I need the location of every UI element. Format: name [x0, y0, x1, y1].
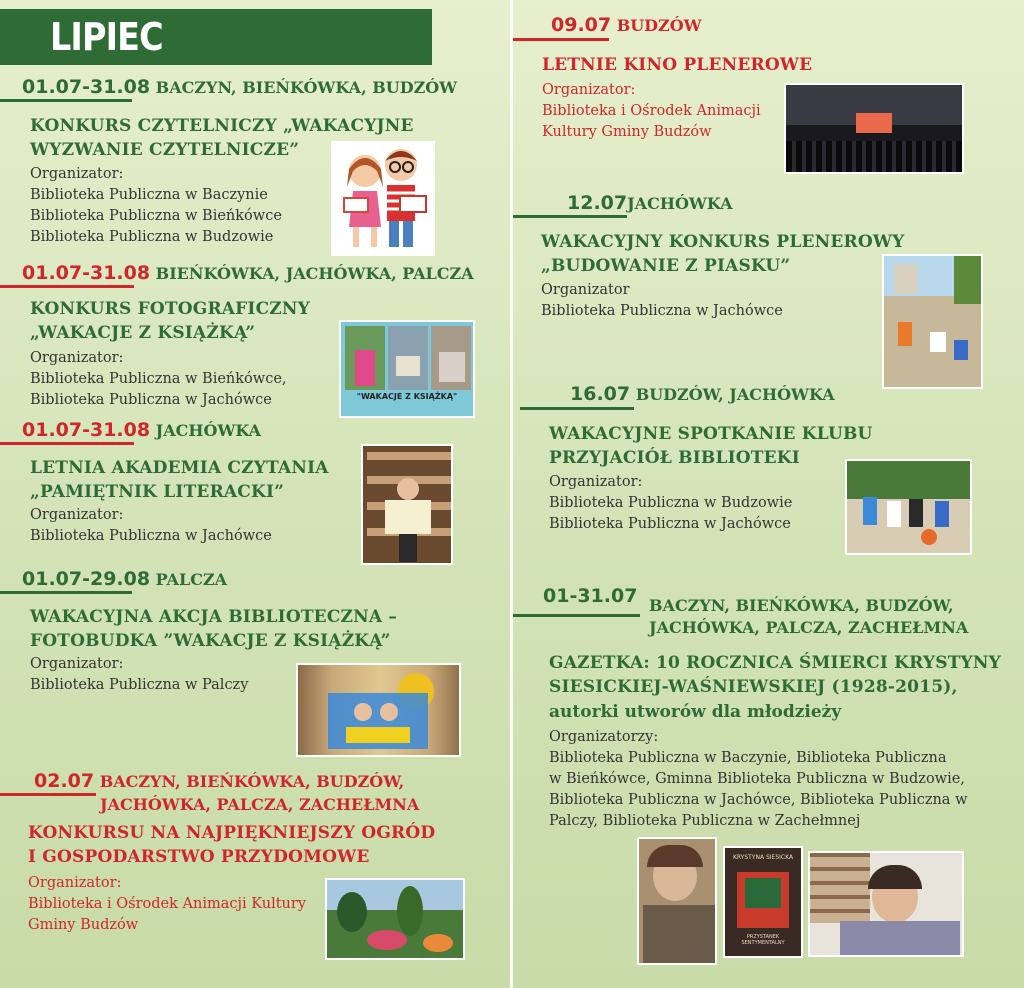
date-underline	[0, 442, 134, 445]
event-title: WAKACYJNE SPOTKANIE KLUBU PRZYJACIÓŁ BIBLIOTEKI	[549, 424, 873, 468]
date-underline	[0, 285, 134, 288]
event-places: JACHÓWKA	[627, 194, 733, 213]
event-date: 09.07	[551, 14, 612, 36]
date-underline	[513, 614, 640, 617]
event-organizer: Organizator: Biblioteka Publiczna w Jachówce	[30, 507, 272, 544]
event-title: GAZETKA: 10 ROCZNICA ŚMIERCI KRYSTYNY SIESICKIEJ-WAŚNIEWSKIEJ (1928-2015),	[549, 653, 1001, 697]
book-title: PRZYSTANEK SENTYMENTALNY	[741, 934, 785, 946]
event-date: 12.07	[567, 192, 628, 214]
event-title: KONKURSU NA NAJPIĘKNIEJSZY OGRÓD I GOSPODARSTWO PRZYDOMOWE	[28, 823, 436, 867]
month-title: LIPIEC	[50, 15, 163, 59]
event-subtitle: autorki utworów dla młodzieży	[549, 702, 842, 722]
event-title: KONKURS CZYTELNICZY „WAKACYJNE WYZWANIE CZYTELNICZE”	[30, 116, 414, 160]
event-title: WAKACYJNA AKCJA BIBLIOTECZNA – FOTOBUDKA ”WAKACJE Z KSIĄŻKĄ”	[30, 607, 398, 651]
event-garden-contest	[0, 770, 500, 933]
event-summer-reading-academy	[0, 419, 500, 544]
book-author: KRYSTYNA SIESICKA	[732, 854, 794, 861]
event-organizer: Organizator: Biblioteka Publiczna w Bieńkówce, Biblioteka Publiczna w Jachówce	[30, 350, 287, 408]
event-date: 01.07-31.08	[22, 76, 151, 98]
event-places: BACZYN, BIEŃKÓWKA, BUDZÓW	[155, 78, 458, 97]
book-cover	[723, 846, 803, 958]
sand-building-photo	[882, 254, 983, 389]
event-places: BUDZÓW, JACHÓWKA	[635, 385, 835, 404]
reading-academy-photo	[361, 444, 453, 565]
event-photo-booth	[0, 568, 500, 693]
date-underline	[0, 793, 96, 796]
event-date: 01-31.07	[543, 585, 638, 607]
event-title: WAKACYJNY KONKURS PLENEROWY „BUDOWANIE Z PIASKU”	[541, 232, 905, 276]
event-organizer: Organizator: Biblioteka i Ośrodek Animacji Kultury Gminy Budzów	[542, 82, 761, 140]
author-photo-1	[637, 837, 717, 965]
event-organizer: Organizator: Biblioteka Publiczna w Baczynie Biblioteka Publiczna w Bieńkówce Biblioteka Publiczna w Budzowie	[30, 166, 282, 245]
date-underline	[0, 99, 132, 102]
event-places: PALCZA	[155, 570, 228, 589]
event-date: 16.07	[570, 383, 631, 405]
date-underline	[513, 38, 609, 41]
event-places: BIEŃKÓWKA, JACHÓWKA, PALCZA	[155, 264, 474, 283]
event-date: 01.07-29.08	[22, 568, 151, 590]
event-places-cont: JACHÓWKA, PALCZA, ZACHEŁMNA	[100, 795, 420, 814]
event-organizer: Organizator Biblioteka Publiczna w Jachówce	[541, 282, 783, 319]
date-underline	[520, 407, 634, 410]
month-header	[0, 9, 432, 65]
cinema-photo	[784, 83, 964, 174]
column-divider	[510, 0, 513, 988]
event-sand-building	[513, 192, 1013, 319]
event-organizer: Organizatorzy: Biblioteka Publiczna w Baczynie, Biblioteka Publiczna w Bieńkówce, Gminna Biblioteka Publiczna w Budzowie, Biblioteka Publiczna w Jachówce, Biblioteka Publiczna w Palczy, Biblioteka Publiczna w Zachełmnej	[549, 729, 968, 829]
event-places: BUDZÓW	[616, 16, 702, 35]
event-places: BACZYN, BIEŃKÓWKA, BUDZÓW,	[99, 772, 405, 791]
event-organizer: Organizator: Biblioteka Publiczna w Budzowie Biblioteka Publiczna w Jachówce	[549, 474, 793, 532]
author-photo-2	[808, 851, 964, 957]
friends-club-photo	[845, 459, 972, 555]
event-title: LETNIA AKADEMIA CZYTANIA „PAMIĘTNIK LITERACKI”	[30, 458, 329, 502]
event-places: BACZYN, BIEŃKÓWKA, BUDZÓW, JACHÓWKA, PALCZA, ZACHEŁMNA	[649, 596, 969, 637]
photo-booth-photo	[296, 663, 461, 757]
date-underline	[513, 215, 627, 218]
event-date: 01.07-31.08	[22, 419, 151, 441]
event-siesicka-anniversary	[513, 585, 1023, 829]
event-title: LETNIE KINO PLENEROWE	[542, 55, 813, 75]
reading-kids-illustration	[331, 141, 435, 256]
event-date: 02.07	[34, 770, 95, 792]
garden-photo	[325, 878, 465, 960]
photo-contest-collage	[339, 320, 475, 418]
event-friends-club-meeting	[513, 383, 1013, 532]
event-organizer: Organizator: Biblioteka i Ośrodek Animacji Kultury Gminy Budzów	[28, 875, 307, 933]
event-date: 01.07-31.08	[22, 262, 151, 284]
date-underline	[0, 591, 132, 594]
event-title: KONKURS FOTOGRAFICZNY „WAKACJE Z KSIĄŻKĄ”	[30, 299, 310, 343]
event-summer-reading-challenge	[0, 76, 500, 245]
event-places: JACHÓWKA	[155, 421, 262, 440]
event-organizer: Organizator: Biblioteka Publiczna w Palczy	[30, 656, 249, 693]
event-photo-contest	[0, 262, 500, 408]
event-outdoor-cinema	[513, 14, 1013, 140]
collage-caption: "WAKACJE Z KSIĄŻKĄ"	[356, 392, 458, 401]
